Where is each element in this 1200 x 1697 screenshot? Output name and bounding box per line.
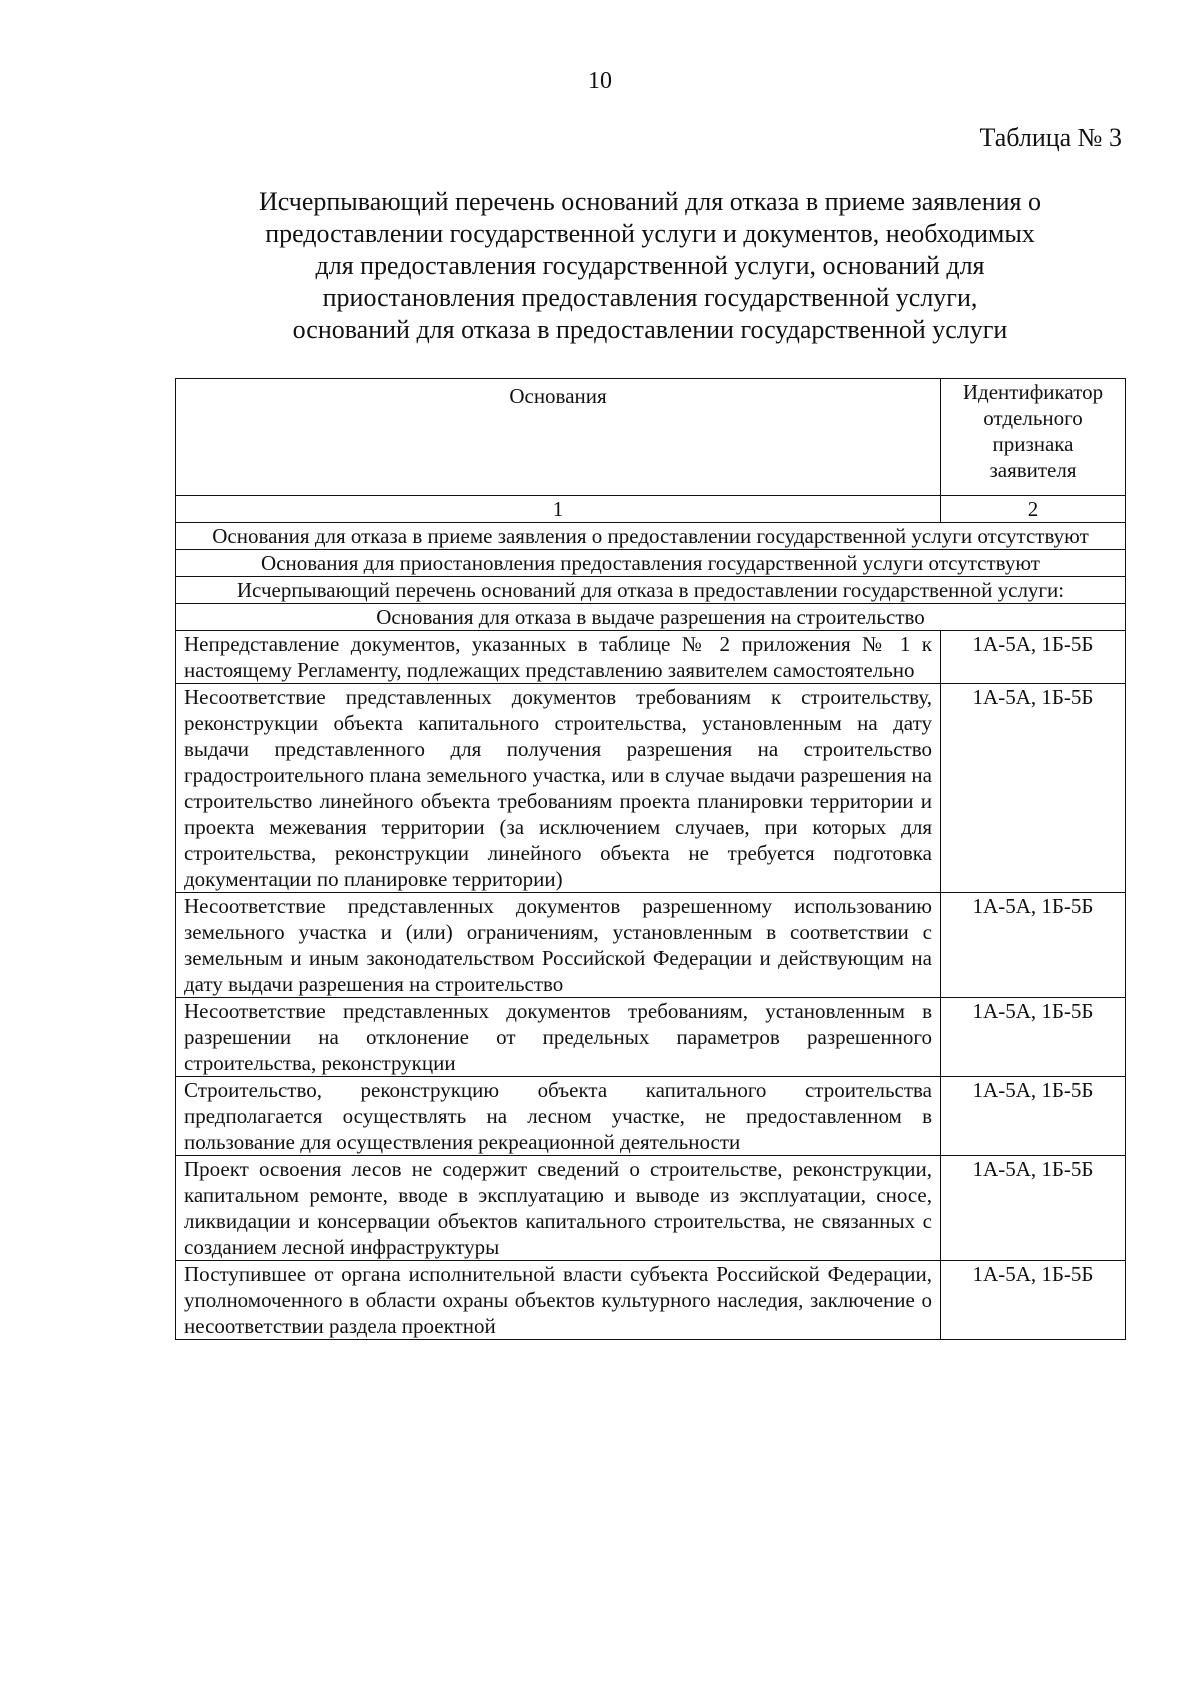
reason-cell: Строительство, реконструкцию объекта капитального строительства предполагается осуществлять на лесном участке, не предоставленном в пользование для осуществления рекреационной деятельности <box>176 1077 941 1156</box>
header-row <box>176 379 1126 496</box>
section-suspension: Основания для приостановления предоставления государственной услуги отсутствуют <box>176 550 1126 577</box>
section-refusal-list: Исчерпывающий перечень оснований для отказа в предоставлении государственной услуги: <box>176 577 1126 604</box>
header-grounds: Основания <box>176 379 941 496</box>
table-row <box>176 631 1126 684</box>
column-number-row <box>176 496 1126 523</box>
table-label: Таблица № 3 <box>979 123 1122 152</box>
reason-cell: Несоответствие представленных документов требованиям к строительству, реконструкции объекта капитального строительства, установленным на дату выдачи представленного для получения разрешения на строительство градостроительного плана земельного участка, или в случае выдачи разрешения на строительство линейного объекта требованиям проекта планировки территории и проекта межевания территории (за исключением случаев, при которых для строительства, реконструкции линейного объекта не требуется подготовка документации по планировке территории) <box>176 684 941 893</box>
heading-line: приостановления предоставления государственной услуги, <box>322 283 978 312</box>
identifier-cell: 1А-5А, 1Б-5Б <box>941 998 1126 1077</box>
heading-line: предоставлении государственной услуги и документов, необходимых <box>265 219 1035 248</box>
section-row <box>176 523 1126 550</box>
heading-line: Исчерпывающий перечень оснований для отказа в приеме заявления о <box>258 187 1041 216</box>
identifier-cell: 1А-5А, 1Б-5Б <box>941 1156 1126 1261</box>
table-row <box>176 1156 1126 1261</box>
page-number: 10 <box>588 68 612 94</box>
identifier-cell: 1А-5А, 1Б-5Б <box>941 1077 1126 1156</box>
identifier-cell: 1А-5А, 1Б-5Б <box>941 631 1126 684</box>
reason-cell: Непредставление документов, указанных в таблице № 2 приложения № 1 к настоящему Регламенту, подлежащих представлению заявителем самостоятельно <box>176 631 941 684</box>
reason-cell: Несоответствие представленных документов разрешенному использованию земельного участка и (или) ограничениям, установленным в соответствии с земельным и иным законодательством Российской Федерации и действующим на дату выдачи разрешения на строительство <box>176 893 941 998</box>
section-reception-refusal: Основания для отказа в приеме заявления о предоставлении государственной услуги отсутствуют <box>176 523 1126 550</box>
section-row <box>176 550 1126 577</box>
identifier-cell: 1А-5А, 1Б-5Б <box>941 893 1126 998</box>
section-row <box>176 577 1126 604</box>
table-row <box>176 1077 1126 1156</box>
reason-cell: Проект освоения лесов не содержит сведений о строительстве, реконструкции, капитальном ремонте, вводе в эксплуатацию и выводе из эксплуатации, сносе, ликвидации и консервации объектов капитального строительства, не связанных с созданием лесной инфраструктуры <box>176 1156 941 1261</box>
table-row <box>176 893 1126 998</box>
table-row <box>176 998 1126 1077</box>
section-row <box>176 604 1126 631</box>
reason-cell: Несоответствие представленных документов требованиям, установленным в разрешении на отклонение от предельных параметров разрешенного строительства, реконструкции <box>176 998 941 1077</box>
table-row <box>176 1261 1126 1340</box>
identifier-cell: 1А-5А, 1Б-5Б <box>941 684 1126 893</box>
column-number-2: 2 <box>941 496 1126 523</box>
heading-line: для предоставления государственной услуги, оснований для <box>315 251 985 280</box>
identifier-cell: 1А-5А, 1Б-5Б <box>941 1261 1126 1340</box>
reason-cell: Поступившее от органа исполнительной власти субъекта Российской Федерации, уполномоченного в области охраны объектов культурного наследия, заключение о несоответствии раздела проектной <box>176 1261 941 1340</box>
header-identifier: Идентификатор отдельного признака заявителя <box>941 379 1126 496</box>
column-number-1: 1 <box>176 496 941 523</box>
heading-line: оснований для отказа в предоставлении государственной услуги <box>292 315 1008 344</box>
section-permit-refusal: Основания для отказа в выдаче разрешения на строительство <box>176 604 1126 631</box>
document-heading <box>200 186 1100 346</box>
table-row <box>176 684 1126 893</box>
grounds-table <box>175 378 1126 1340</box>
